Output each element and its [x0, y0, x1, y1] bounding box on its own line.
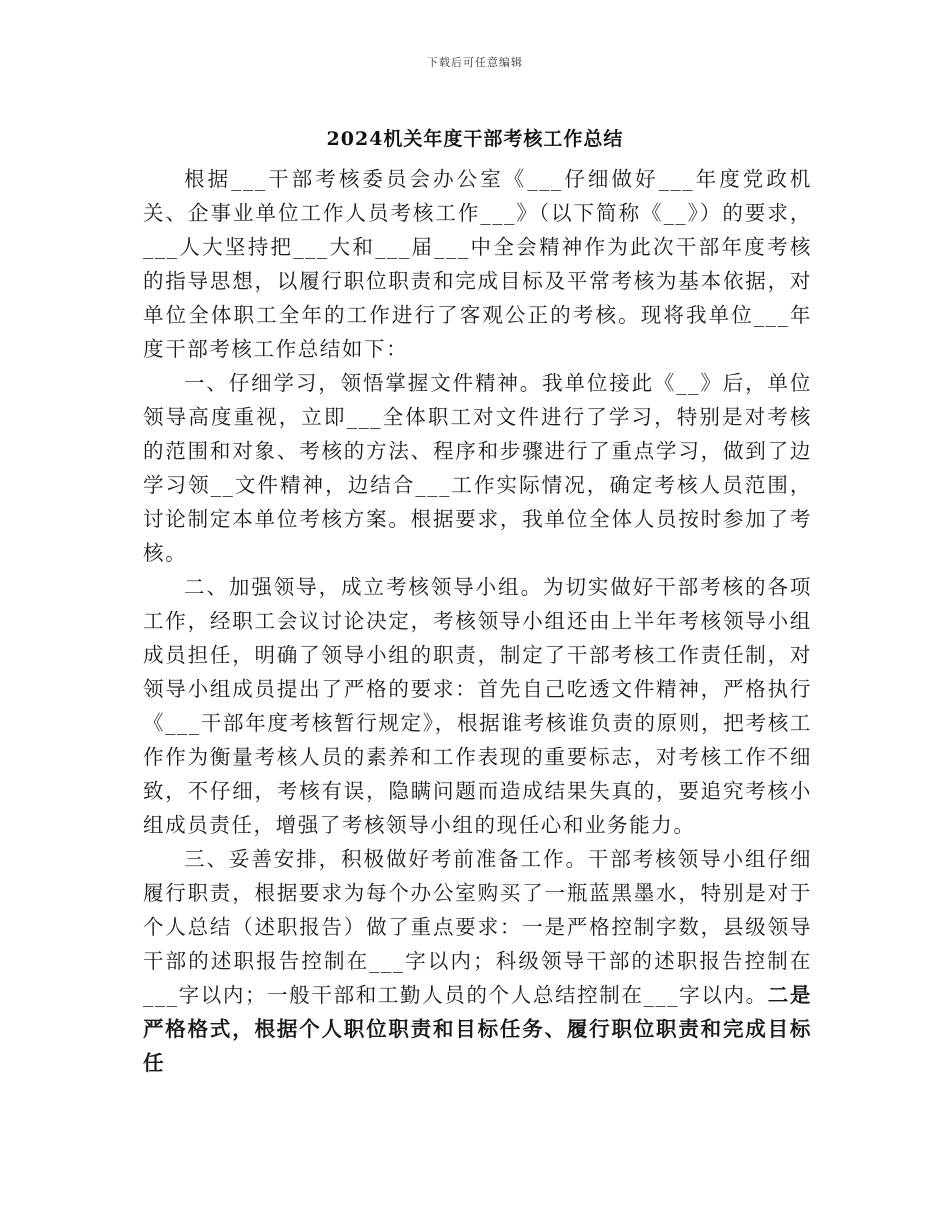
header-note: 下载后可任意编辑 [427, 56, 523, 69]
paragraph-section-3 [143, 842, 812, 1080]
paragraph-section-3-text: 三、妥善安排，积极做好考前准备工作。干部考核领导小组仔细履行职责，根据要求为每个办公室购买了一瓶蓝黑墨水，特别是对于个人总结（述职报告）做了重点要求：一是严格控制字数，县级领导干部的述职报告控制在___字以内；科级领导干部的述职报告控制在___字以内；一般干部和工勤人员的个人总结控制在___字以内。 [143, 847, 812, 1007]
paragraph-intro: 根据___干部考核委员会办公室《___仔细做好___年度党政机关、企事业单位工作人员考核工作___》（以下简称《__》）的要求，___人大坚持把___大和___届___中全会精神作为此次干部年度考核的指导思想，以履行职位职责和完成目标及平常考核为基本依据，对单位全体职工全年的工作进行了客观公正的考核。现将我单位___年度干部考核工作总结如下： [143, 167, 812, 361]
document-body [143, 162, 812, 1080]
paragraph-section-1: 一、仔细学习，领悟掌握文件精神。我单位接此《__》后，单位领导高度重视，立即___全体职工对文件进行了学习，特别是对考核的范围和对象、考核的方法、程序和步骤进行了重点学习，做到了边学习领__文件精神，边结合___工作实际情况，确定考核人员范围，讨论制定本单位考核方案。根据要求，我单位全体人员按时参加了考核。 [143, 371, 812, 565]
paragraph-section-2: 二、加强领导，成立考核领导小组。为切实做好干部考核的各项工作，经职工会议讨论决定，考核领导小组还由上半年考核领导小组成员担任，明确了领导小组的职责，制定了干部考核工作责任制，对领导小组成员提出了严格的要求：首先自己吃透文件精神，严格执行《___干部年度考核暂行规定》，根据谁考核谁负责的原则，把考核工作作为衡量考核人员的素养和工作表现的重要标志，对考核工作不细致，不仔细，考核有误，隐瞒问题而造成结果失真的，要追究考核小组成员责任，增强了考核领导小组的现任心和业务能力。 [143, 575, 812, 837]
paragraph-section-3-bold-text: 二是严格格式，根据个人职位职责和目标任务、履行职位职责和完成目标任 [143, 983, 812, 1075]
document-title: 2024机关年度干部考核工作总结 [326, 128, 624, 150]
